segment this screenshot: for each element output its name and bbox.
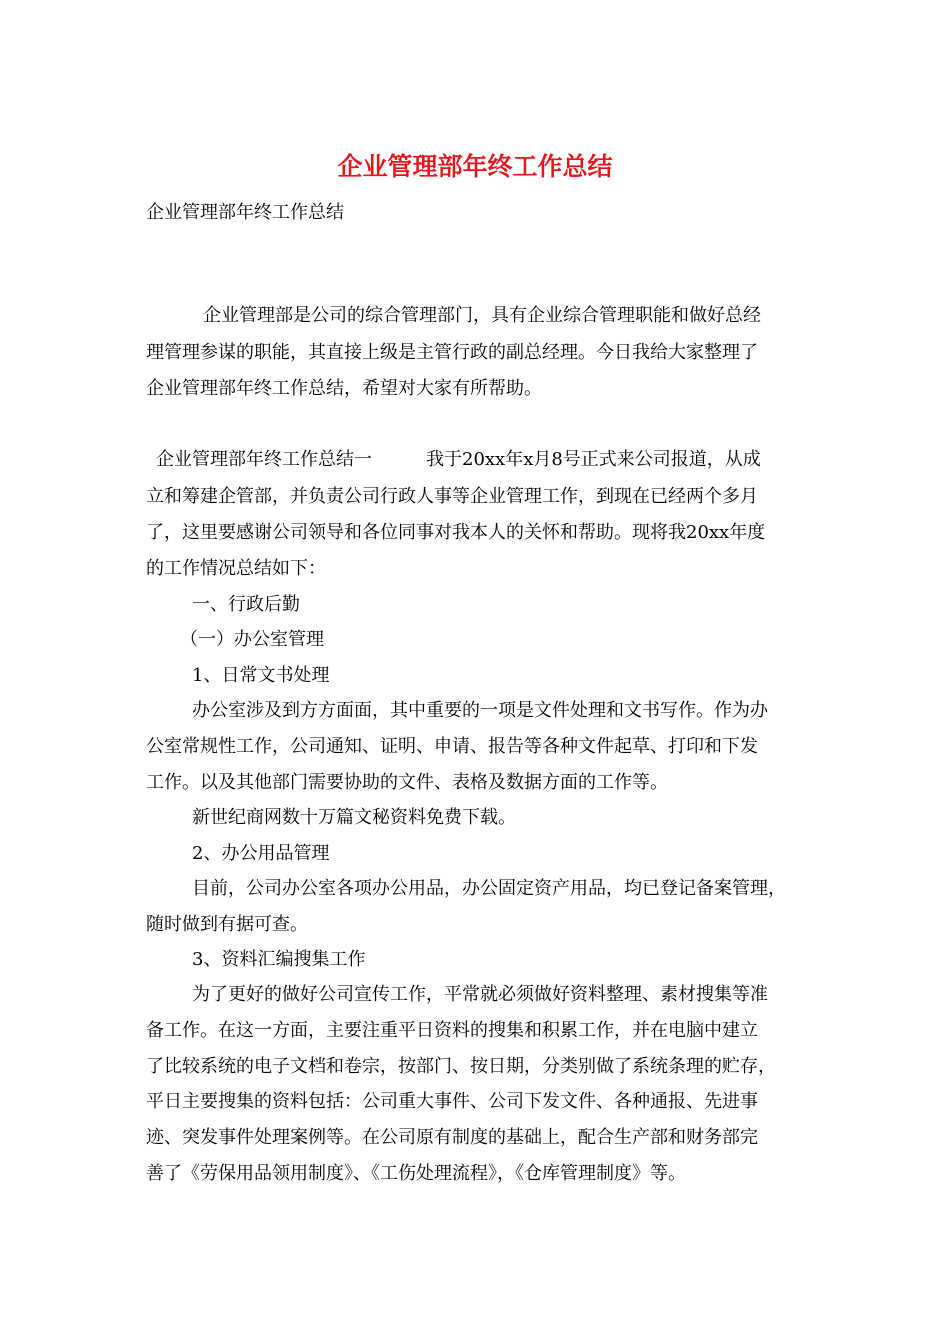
summary-line: 企业管理部年终工作总结一 我于20xx年x月8号正式来公司报道，从成 xyxy=(156,449,761,470)
item-body-line: 目前，公司办公室各项办公用品，办公固定资产用品，均已登记备案管理， xyxy=(192,878,786,899)
item-body-line: 了比较系统的电子文档和卷宗，按部门、按日期，分类别做了系统条理的贮存， xyxy=(146,1056,776,1077)
item-body-line: 随时做到有据可查。 xyxy=(146,914,308,935)
summary-line: 了，这里要感谢公司领导和各位同事对我本人的关怀和帮助。现将我20xx年度 xyxy=(146,522,766,543)
item-body-line: 公室常规性工作，公司通知、证明、申请、报告等各种文件起草、打印和下发 xyxy=(146,736,758,757)
section-heading: 一、行政后勤 xyxy=(192,594,300,615)
item-body-line: 平日主要搜集的资料包括：公司重大事件、公司下发文件、各种通报、先进事 xyxy=(146,1091,758,1112)
item-heading: 2、办公用品管理 xyxy=(192,843,330,864)
subsection-heading: （一）办公室管理 xyxy=(180,629,324,650)
item-body-line: 备工作。在这一方面，主要注重平日资料的搜集和积累工作，并在电脑中建立 xyxy=(146,1020,758,1041)
intro-line: 企业管理部是公司的综合管理部门，具有企业综合管理职能和做好总经 xyxy=(203,305,761,326)
item-body-line: 善了《劳保用品领用制度》、《工伤处理流程》，《仓库管理制度》等。 xyxy=(146,1163,686,1184)
intro-line: 理管理参谋的职能，其直接上级是主管行政的副总经理。今日我给大家整理了 xyxy=(146,342,758,363)
item-body-line: 办公室涉及到方方面面，其中重要的一项是文件处理和文书写作。作为办 xyxy=(192,700,768,721)
summary-line: 的工作情况总结如下： xyxy=(146,558,326,579)
summary-line: 立和筹建企管部，并负责公司行政人事等企业管理工作，到现在已经两个多月 xyxy=(146,486,758,507)
intro-line: 企业管理部年终工作总结，希望对大家有所帮助。 xyxy=(146,378,542,399)
document-subtitle: 企业管理部年终工作总结 xyxy=(146,202,344,223)
ad-line: 新世纪商网数十万篇文秘资料免费下载。 xyxy=(192,807,516,828)
item-body-line: 工作。以及其他部门需要协助的文件、表格及数据方面的工作等。 xyxy=(146,772,668,793)
item-body-line: 为了更好的做好公司宣传工作，平常就必须做好资料整理、素材搜集等准 xyxy=(192,984,768,1005)
document-title: 企业管理部年终工作总结 xyxy=(337,152,613,181)
item-heading: 3、资料汇编搜集工作 xyxy=(192,949,366,970)
item-body-line: 迹、突发事件处理案例等。在公司原有制度的基础上，配合生产部和财务部完 xyxy=(146,1127,758,1148)
item-heading: 1、日常文书处理 xyxy=(192,665,330,686)
